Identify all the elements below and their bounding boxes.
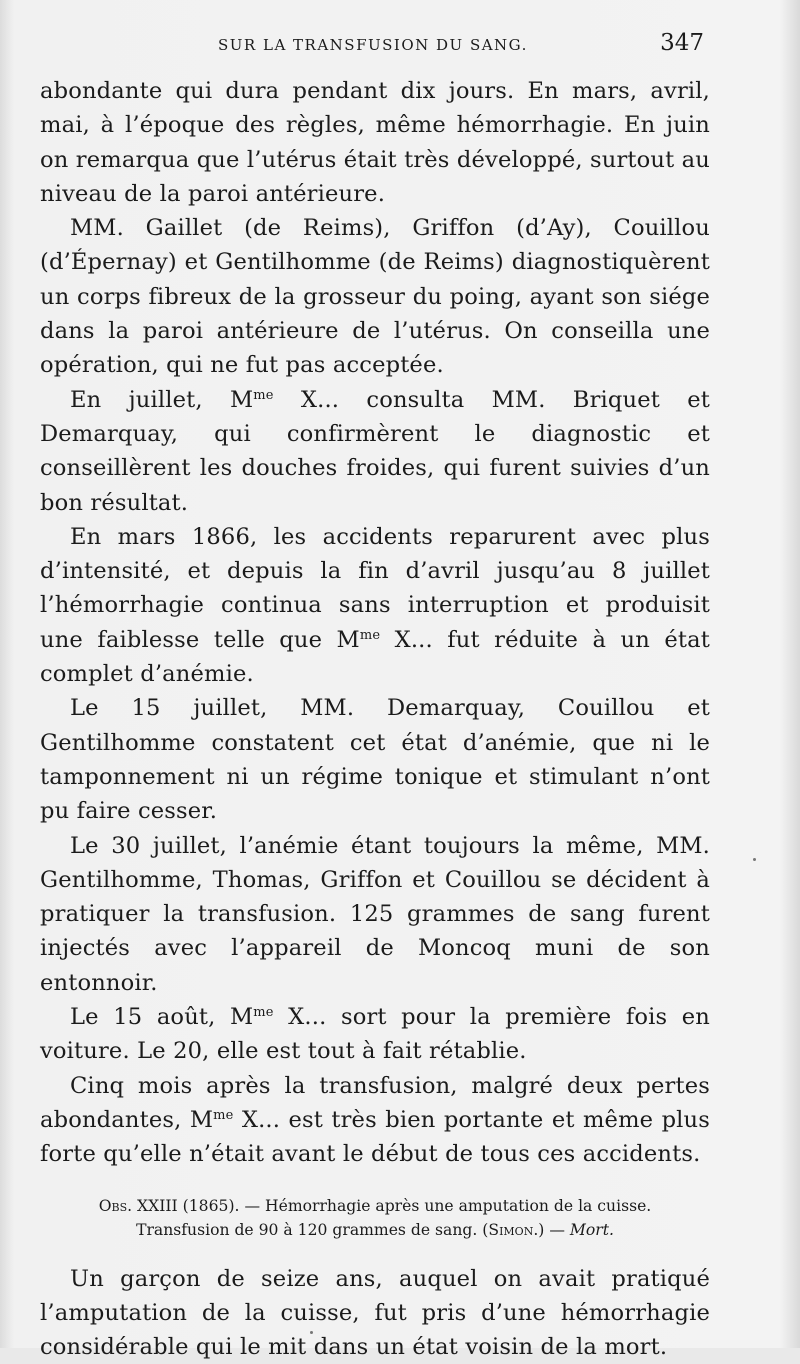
- paragraph-amputation-case: [40, 1262, 710, 1364]
- paragraph-march-1866: [40, 520, 710, 691]
- page-number: 347: [660, 30, 704, 56]
- observation-line-1: [40, 1194, 710, 1218]
- superscript-me: me: [213, 1108, 233, 1123]
- observation-title: (1865). — Hémorrhagie après une amputation de la cuisse.: [178, 1197, 652, 1215]
- superscript-me: me: [253, 1005, 273, 1020]
- paragraph-text: X... consulta MM. Briquet et Demarquay, qui confirmèrent le diagnostic et conseillèrent les douches froides, qui furent suivies d’un bon résultat.: [40, 387, 710, 516]
- paragraph-continuation: [40, 74, 710, 211]
- paragraph-30-july: [40, 829, 710, 1000]
- observation-line-2: [40, 1218, 710, 1242]
- paragraph-text: Le 30 juillet, l’anémie étant toujours la même, MM. Gentilhomme, Thomas, Griffon et Couillou se décident à pratiquer la transfusion. 125 grammes de sang furent injectés avec l’appareil de Moncoq muni de son entonnoir.: [40, 833, 710, 996]
- paragraph-text: En mars 1866, les accidents reparurent avec plus d’intensité, et depuis la fin d’avril jusqu’au 8 juillet l’hémorrhagie continua sans interruption et produisit une faiblesse telle que M: [40, 524, 710, 653]
- observation-label: Obs. XXIII: [99, 1197, 178, 1215]
- paragraph-text: Le 15 août, M: [70, 1004, 253, 1030]
- paragraph-text: MM. Gaillet (de Reims), Griffon (d’Ay), Couillou (d’Épernay) et Gentilhomme (de Reims) diagnostiquèrent un corps fibreux de la grosseur du poing, ayant son siége dans la paroi antérieure de l’utérus. On conseilla une opération, qui ne fut pas acceptée.: [40, 215, 710, 378]
- paragraph-text: Un garçon de seize ans, auquel on avait pratiqué l’amputation de la cuisse, fut pris d’une hémorrhagie considérable qui le mit dans un état voisin de la mort.: [40, 1266, 710, 1361]
- paragraph-text: X... est très bien portante et même plus forte qu’elle n’était avant le début de tous ces accidents.: [40, 1107, 710, 1167]
- paragraph-text: abondante qui dura pendant dix jours. En mars, avril, mai, à l’époque des règles, même hémorrhagie. En juin on remarqua que l’utérus était très développé, surtout au niveau de la paroi antérieure.: [40, 78, 710, 207]
- print-speck: [310, 1331, 313, 1334]
- page-header: [40, 28, 710, 62]
- print-speck: [753, 858, 756, 861]
- paragraph-diagnosis: [40, 211, 710, 382]
- observation-detail: Transfusion de 90 à 120 grammes de sang. (: [136, 1221, 488, 1239]
- observation-heading: [40, 1194, 710, 1242]
- paragraph-five-months: [40, 1069, 710, 1172]
- observation-outcome: Mort.: [570, 1221, 614, 1239]
- superscript-me: me: [253, 388, 273, 403]
- paragraph-july-consult: [40, 383, 710, 520]
- paragraph-15-july: [40, 691, 710, 828]
- running-title: SUR LA TRANSFUSION DU SANG.: [218, 36, 528, 54]
- paragraph-text: En juillet, M: [70, 387, 253, 413]
- paragraph-text: Cinq mois après la transfusion, malgré deux pertes abondantes, M: [40, 1073, 710, 1133]
- paragraph-text: Le 15 juillet, MM. Demarquay, Couillou et Gentilhomme constatent cet état d’anémie, que ni le tamponnement ni un régime tonique et stimulant n’ont pu faire cesser.: [40, 695, 710, 824]
- observation-author: Simon: [488, 1221, 533, 1239]
- superscript-me: me: [360, 628, 380, 643]
- paragraph-text: X... fut réduite à un état complet d’anémie.: [40, 627, 710, 687]
- paragraph-text: X... sort pour la première fois en voiture. Le 20, elle est tout à fait rétablie.: [40, 1004, 710, 1064]
- paragraph-15-august: [40, 1000, 710, 1069]
- observation-detail: .) —: [533, 1221, 570, 1239]
- text-body: [40, 74, 710, 1364]
